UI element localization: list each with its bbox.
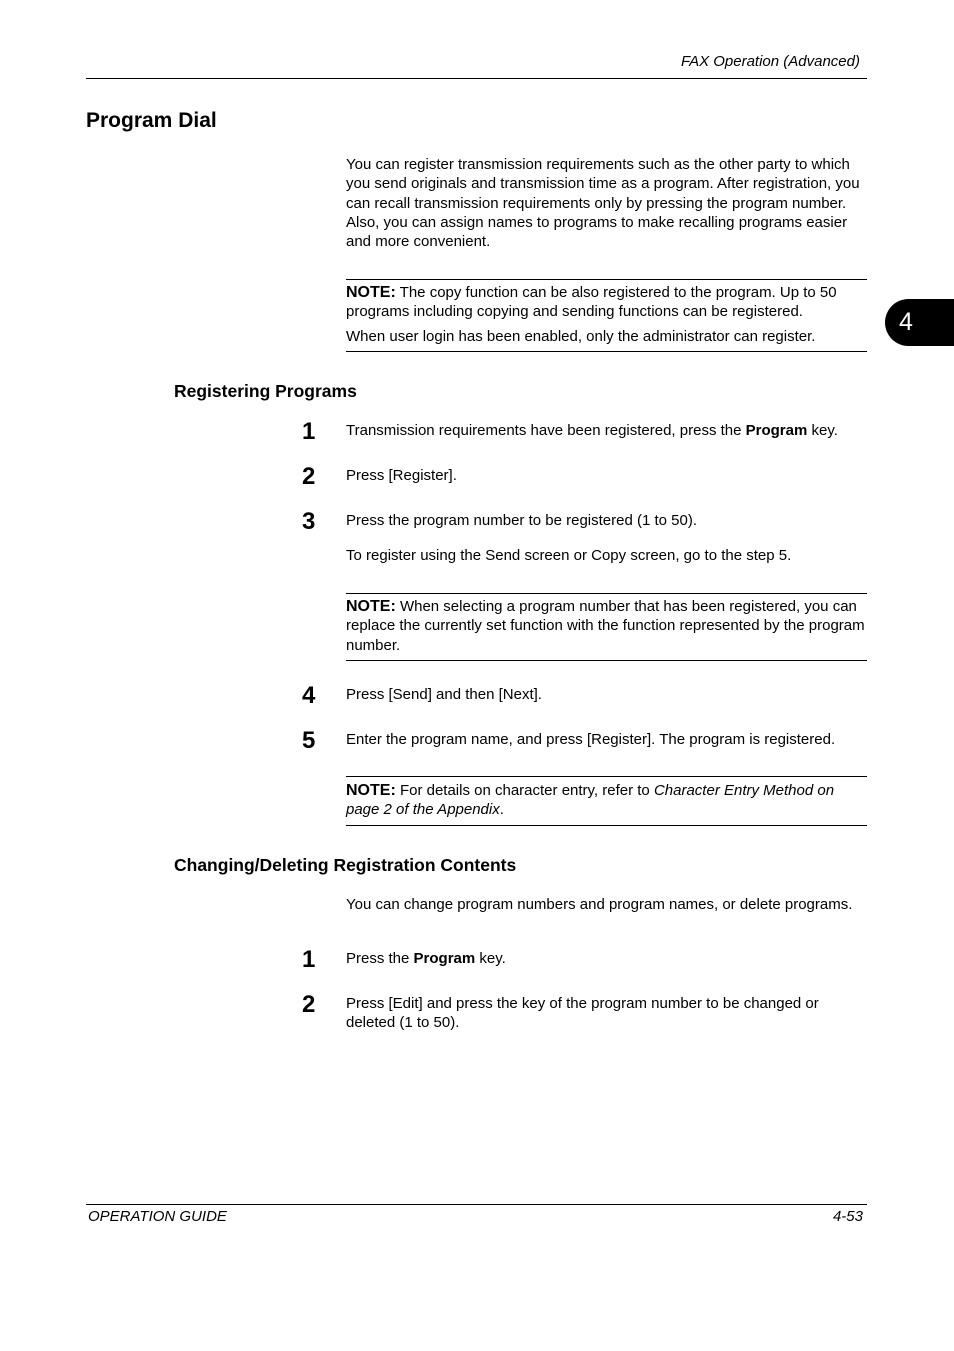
step-number: 2	[302, 991, 316, 1018]
step-text: Press [Edit] and press the key of the program number to be changed or deleted (1 to 50).	[346, 995, 819, 1032]
running-header: FAX Operation (Advanced)	[681, 53, 860, 70]
step-text-part: Press the	[346, 950, 414, 967]
chapter-number: 4	[899, 308, 913, 336]
note-1-text: The copy function can be also registered to the program. Up to 50 programs including copying and sending functions can be registered.	[346, 284, 837, 321]
note-3-text: .	[499, 801, 504, 819]
page-number: 4-53	[832, 1208, 863, 1225]
program-key-label: Program	[745, 422, 808, 439]
note-3	[346, 781, 868, 820]
step-text-part: key.	[475, 950, 506, 967]
step-number: 5	[302, 727, 316, 754]
cross-reference: Character Entry Method on page 2 of the Appendix	[346, 782, 835, 819]
note-label: NOTE:	[346, 598, 396, 615]
intro-paragraph: You can register transmission requirements such as the other party to which you send originals and transmission time as a program. After registration, you can recall transmission requirements only by pressing the program number. Also, you can assign names to programs to make recalling programs easier and more convenient.	[346, 156, 860, 251]
note-top-rule	[346, 776, 867, 777]
note-3-text: For details on character entry, refer to	[395, 782, 654, 799]
note-bottom-rule	[346, 351, 867, 352]
note-bottom-rule	[346, 660, 867, 661]
note-bottom-rule	[346, 825, 867, 826]
step-text-part: key.	[807, 422, 838, 439]
section-title-registering: Registering Programs	[174, 381, 357, 401]
chapter-tab	[885, 299, 954, 346]
step-text: Press the program number to be registered (1 to 50).	[346, 512, 698, 529]
note-top-rule	[346, 279, 867, 280]
section-title-changing: Changing/Deleting Registration Contents	[174, 855, 517, 875]
note-label: NOTE:	[346, 284, 396, 301]
step-number: 4	[302, 682, 316, 709]
step-number: 1	[302, 946, 316, 973]
note-2	[346, 597, 868, 655]
step-number: 2	[302, 463, 316, 490]
section-intro: You can change program numbers and program names, or delete programs.	[346, 896, 853, 913]
note-1	[346, 283, 868, 322]
header-rule	[86, 78, 867, 79]
step-text: Enter the program name, and press [Register]. The program is registered.	[346, 731, 836, 748]
step-text-part: Transmission requirements have been registered, press the	[346, 422, 746, 439]
step-text: Press [Send] and then [Next].	[346, 686, 542, 703]
note-label: NOTE:	[346, 782, 396, 799]
note-top-rule	[346, 593, 867, 594]
page-title: Program Dial	[86, 109, 217, 132]
step-text	[346, 421, 868, 440]
footer-rule	[86, 1204, 867, 1205]
step-number: 1	[302, 418, 316, 445]
step-number: 3	[302, 508, 316, 535]
step-text	[346, 949, 868, 968]
footer-guide-name: OPERATION GUIDE	[88, 1208, 227, 1225]
program-key-label: Program	[413, 950, 476, 967]
note-2-text: When selecting a program number that has been registered, you can replace the currently set function with the function represented by the program number.	[346, 598, 865, 654]
step-text: Press [Register].	[346, 467, 457, 484]
note-1-second-line: When user login has been enabled, only the administrator can register.	[346, 328, 816, 345]
step-subtext: To register using the Send screen or Copy screen, go to the step 5.	[346, 547, 792, 564]
